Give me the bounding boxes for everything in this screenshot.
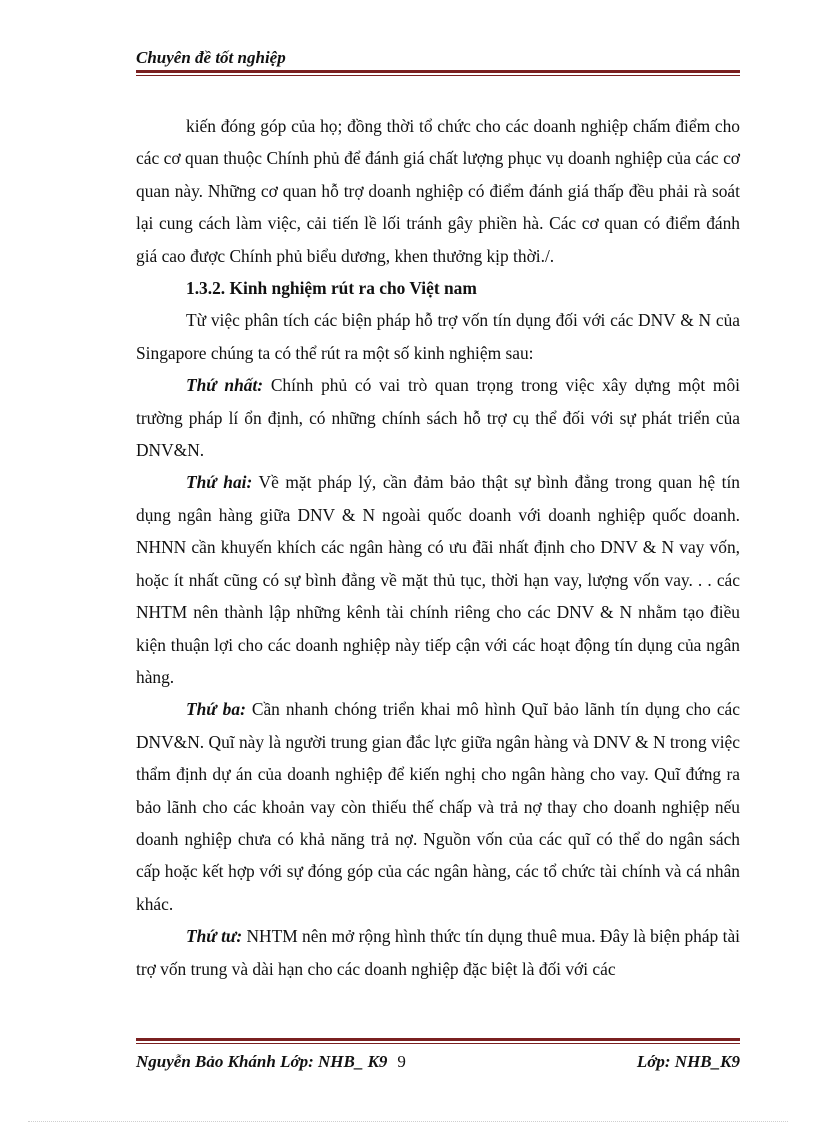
document-body — [136, 110, 740, 985]
list-item-3 — [136, 693, 740, 920]
item-text: NHTM nên mở rộng hình thức tín dụng thuê mua. Đây là biện pháp tài trợ vốn trung và dài hạn cho các doanh nghiệp đặc biệt là đối với các — [136, 926, 740, 979]
page-number: 9 — [397, 1052, 406, 1071]
footer-rule-thin — [136, 1043, 740, 1044]
item-text: Chính phủ có vai trò quan trọng trong việc xây dựng một môi trường pháp lí ổn định, có những chính sách hỗ trợ cụ thể đối với sự phát triển của DNV&N. — [136, 375, 740, 461]
header-rule-thick — [136, 70, 740, 73]
item-lead: Thứ hai: — [186, 472, 253, 493]
section-heading: 1.3.2. Kinh nghiệm rút ra cho Việt nam — [186, 278, 477, 299]
item-text: Cần nhanh chóng triển khai mô hình Quĩ bảo lãnh tín dụng cho các DNV&N. Quĩ này là người trung gian đắc lực giữa ngân hàng và DNV & N trong việc thẩm định dự án của doanh nghiệp để kiến nghị cho ngân hàng cho vay. Quĩ đứng ra bảo lãnh cho các khoản vay còn thiếu thế chấp và trả nợ thay cho doanh nghiệp nếu doanh nghiệp chưa có khả năng trả nợ. Nguồn vốn của các quĩ có thể do ngân sách cấp hoặc kết hợp với sự đóng góp của các ngân hàng, các tổ chức tài chính và cá nhân khác. — [136, 699, 740, 914]
header-rule-thin — [136, 75, 740, 76]
header-title: Chuyên đề tốt nghiệp — [136, 48, 286, 67]
footer-rule-thick — [136, 1038, 740, 1041]
list-item-2 — [136, 466, 740, 693]
paragraph: Từ việc phân tích các biện pháp hỗ trợ vốn tín dụng đối với các DNV & N của Singapore chúng ta có thể rút ra một số kinh nghiệm sau: — [136, 310, 740, 363]
footer — [136, 1052, 740, 1072]
footer-class-label: Lớp: NHB_K9 — [636, 1052, 740, 1071]
footer-author: Nguyễn Bảo Khánh Lớp: NHB_ K9 — [136, 1052, 388, 1071]
item-lead: Thứ tư: — [186, 926, 243, 947]
item-lead: Thứ ba: — [186, 699, 246, 720]
list-item-4 — [136, 920, 740, 985]
page-bottom-border — [28, 1121, 788, 1122]
item-text: Về mặt pháp lý, cần đảm bảo thật sự bình đẳng trong quan hệ tín dụng ngân hàng giữa DNV & N ngoài quốc doanh với doanh nghiệp quốc doanh. NHNN cần khuyến khích các ngân hàng có ưu đãi nhất định cho DNV & N vay vốn, hoặc ít nhất cũng có sự bình đẳng về mặt thủ tục, thời hạn vay, lượng vốn vay. . . các NHTM nên thành lập những kênh tài chính riêng cho các DNV & N nhằm tạo điều kiện thuận lợi cho các doanh nghiệp này tiếp cận với các hoạt động tín dụng của ngân hàng. — [136, 472, 740, 687]
paragraph: kiến đóng góp của họ; đồng thời tổ chức cho các doanh nghiệp chấm điểm cho các cơ quan thuộc Chính phủ để đánh giá chất lượng phục vụ doanh nghiệp của các cơ quan này. Những cơ quan hỗ trợ doanh nghiệp có điểm đánh giá thấp đều phải rà soát lại cung cách làm việc, cải tiến lề lối tránh gây phiền hà. Các cơ quan có điểm đánh giá cao được Chính phủ biểu dương, khen thưởng kịp thời./. — [136, 116, 740, 266]
list-item-1 — [136, 369, 740, 466]
item-lead: Thứ nhất: — [186, 375, 264, 396]
